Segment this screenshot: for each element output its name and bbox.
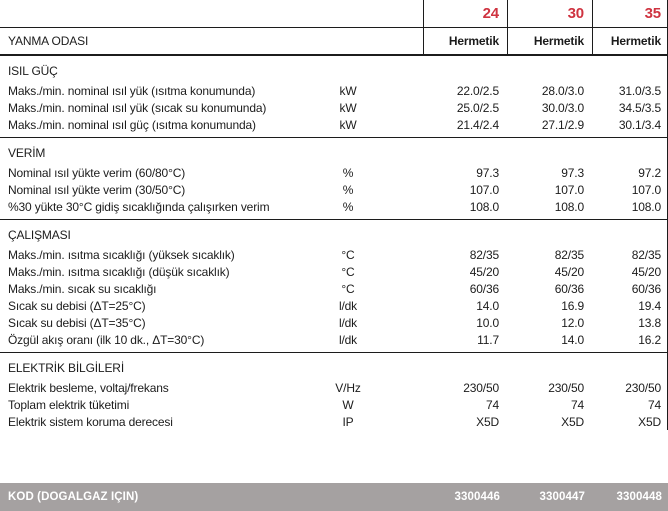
spec-unit: % [342,165,354,180]
section-title: ÇALIŞMASI [8,228,71,242]
spec-value: 108.0 [554,199,584,214]
spec-section [0,56,667,138]
combustion-chamber-value: Hermetik [423,28,507,54]
spec-unit: °C [341,247,355,262]
spec-value: 74 [485,397,499,412]
kod-label: KOD (DOĞALGAZ İÇİN) [8,491,139,503]
spec-label: Sıcak su debisi (ΔT=35°C) [8,315,146,330]
spec-label: Toplam elektrik tüketimi [8,397,130,412]
spec-value: 27.1/2.9 [541,117,584,132]
spec-value: 97.3 [476,165,499,180]
spec-row [0,246,667,263]
spec-unit: l/dk [338,298,358,313]
spec-row [0,280,667,297]
spec-unit: % [342,199,354,214]
spec-value: X5D [638,414,661,429]
spec-unit: % [342,182,354,197]
spec-value: 19.4 [638,298,661,313]
spec-value: 107.0 [469,182,499,197]
spec-value: 31.0/3.5 [618,83,661,98]
spec-row [0,198,667,215]
spec-value: 107.0 [631,182,661,197]
spec-value: 82/35 [631,247,661,262]
model-number: 30 [507,0,592,27]
spec-value: 108.0 [631,199,661,214]
spec-row [0,413,667,430]
spec-value: 14.0 [476,298,499,313]
spec-unit: IP [342,414,354,429]
kod-bar [0,483,668,511]
spec-label: Maks./min. sıcak su sıcaklığı [8,281,157,296]
spec-value: 45/20 [554,264,584,279]
combustion-chamber-label: YANMA ODASI [8,34,89,48]
spec-value: 45/20 [631,264,661,279]
kod-value: 3300448 [616,491,662,503]
spec-row [0,181,667,198]
spec-row [0,396,667,413]
models-row [0,0,667,28]
spec-label: Maks./min. ısıtma sıcaklığı (düşük sıcaklık) [8,264,230,279]
spec-section [0,220,667,353]
section-title: ISIL GÜÇ [8,64,58,78]
spec-row [0,297,667,314]
spec-value: 230/50 [548,380,584,395]
spec-row [0,314,667,331]
spec-value: 16.9 [561,298,584,313]
spec-value: 60/36 [469,281,499,296]
spec-label: Nominal ısıl yükte verim (60/80°C) [8,165,186,180]
spec-row [0,379,667,396]
section-title: VERİM [8,146,46,160]
spec-value: 60/36 [554,281,584,296]
spec-value: X5D [476,414,499,429]
spec-value: 45/20 [469,264,499,279]
spec-label: Elektrik besleme, voltaj/frekans [8,380,169,395]
spec-value: 30.1/3.4 [618,117,661,132]
spec-label: Özgül akış oranı (ilk 10 dk., ΔT=30°C) [8,332,205,347]
spec-sections [0,56,667,430]
spec-value: 230/50 [463,380,499,395]
spec-value: 34.5/3.5 [618,100,661,115]
spec-label: Maks./min. nominal ısıl yük (ısıtma konumunda) [8,83,256,98]
spec-value: 13.8 [638,315,661,330]
spec-section [0,353,667,430]
spec-value: 82/35 [554,247,584,262]
spec-label: %30 yükte 30°C gidiş sıcaklığında çalışırken verim [8,199,270,214]
spec-row [0,331,667,348]
spec-value: X5D [561,414,584,429]
spec-value: 11.7 [477,332,499,347]
spec-row [0,164,667,181]
spec-unit: °C [341,281,355,296]
combustion-chamber-value: Hermetik [507,28,592,54]
spec-value: 16.2 [638,332,661,347]
combustion-chamber-value: Hermetik [592,28,667,54]
spec-value: 10.0 [476,315,499,330]
spec-label: Maks./min. ısıtma sıcaklığı (yüksek sıcaklık) [8,247,235,262]
spec-unit: kW [339,83,357,98]
spec-unit: kW [339,117,357,132]
spec-value: 25.0/2.5 [456,100,499,115]
spec-value: 107.0 [554,182,584,197]
bottom-whitespace [0,430,668,483]
kod-value: 3300446 [454,491,500,503]
model-number: 35 [592,0,667,27]
spec-value: 97.2 [638,165,661,180]
spec-label: Elektrik sistem koruma derecesi [8,414,173,429]
spec-row [0,99,667,116]
spec-value: 74 [570,397,584,412]
spec-value: 28.0/3.0 [541,83,584,98]
spec-label: Sıcak su debisi (ΔT=25°C) [8,298,146,313]
spec-unit: l/dk [338,332,358,347]
spec-unit: l/dk [338,315,358,330]
spec-unit: °C [341,264,355,279]
kod-value: 3300447 [539,491,585,503]
combustion-chamber-row [0,28,667,56]
section-title: ELEKTRİK BİLGİLERİ [8,361,125,375]
spec-value: 82/35 [469,247,499,262]
spec-value: 60/36 [631,281,661,296]
spec-unit: kW [339,100,357,115]
spec-value: 30.0/3.0 [541,100,584,115]
spec-label: Maks./min. nominal ısıl yük (sıcak su konumunda) [8,100,267,115]
spec-row [0,82,667,99]
model-number: 24 [423,0,507,27]
spec-unit: W [342,397,354,412]
spec-row [0,263,667,280]
spec-value: 108.0 [469,199,499,214]
spec-value: 22.0/2.5 [456,83,499,98]
spec-value: 97.3 [561,165,584,180]
spec-section [0,138,667,220]
spec-unit: V/Hz [335,380,361,395]
spec-value: 230/50 [625,380,661,395]
spec-value: 12.0 [561,315,584,330]
spec-value: 14.0 [561,332,584,347]
spec-label: Maks./min. nominal ısıl güç (ısıtma konumunda) [8,117,256,132]
spec-value: 74 [647,397,661,412]
spec-row [0,116,667,133]
spec-value: 21.4/2.4 [456,117,499,132]
spec-label: Nominal ısıl yükte verim (30/50°C) [8,182,186,197]
